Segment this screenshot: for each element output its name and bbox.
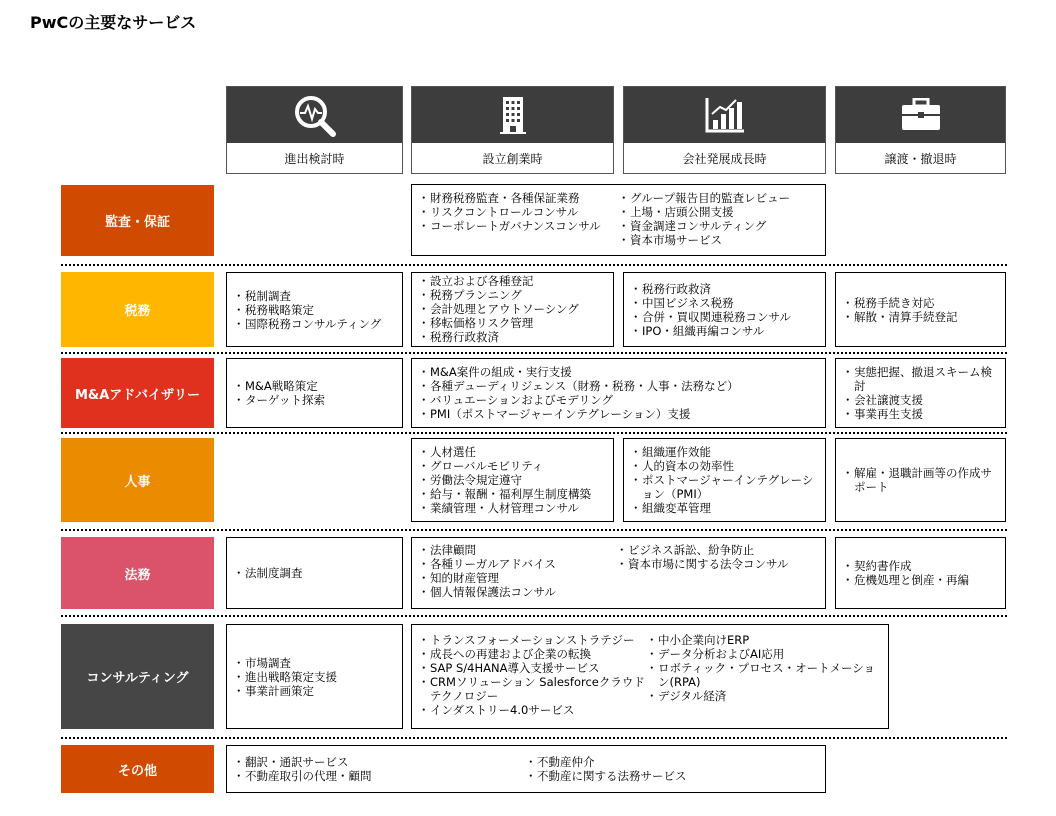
audit-services-box [411, 184, 826, 256]
list-item: ・ ポストマージャーインテグレーション（PMI） [630, 473, 819, 501]
list-item: ・ 税務行政救済 [630, 282, 791, 296]
list-item: ・ コーポレートガバナンスコンサル [418, 219, 618, 233]
category-consulting: コンサルティング [61, 624, 214, 729]
list-item: ・ 解雇・退職計画等の作成サポート [842, 466, 999, 494]
list-item: ・ 給与・報酬・福利厚生制度構築 [418, 487, 591, 501]
list-item: ・ 法律顧問 [418, 543, 616, 557]
ma-exit-box [835, 358, 1006, 428]
list-item: ・ 税務手続き対応 [842, 296, 958, 310]
phase-label: 設立創業時 [482, 151, 543, 166]
audit-list-right [618, 191, 818, 255]
phase-label: 譲渡・撤退時 [884, 151, 957, 166]
category-other: その他 [61, 745, 214, 793]
list-item: ・ 税務プランニング [418, 288, 607, 302]
list-item: ・ 各種リーガルアドバイス [418, 557, 616, 571]
list-item: ・ 会社譲渡支援 [842, 393, 999, 407]
list-item: ・ データ分析およびAI応用 [646, 647, 878, 661]
growth-chart-icon [704, 96, 746, 134]
list-item: ・ M&A戦略策定 [233, 379, 325, 393]
list-item: ・ デジタル経済 [646, 689, 878, 703]
list-item: ・ 成長への再建および企業の転換 [418, 647, 646, 661]
list-item: ・ 各種デューディリジェンス（財務・税務・人事・法務など） [418, 379, 739, 393]
list-item: ・ 組織変革管理 [630, 501, 819, 515]
category-hr: 人事 [61, 438, 214, 522]
ma-entry-box [226, 358, 403, 428]
consulting-main-box [411, 624, 889, 729]
list-item: ・ 進出戦略策定支援 [233, 670, 337, 684]
list-item: ・ バリュエーションおよびモデリング [418, 393, 739, 407]
phase-exit [835, 86, 1006, 174]
list-item: ・ 契約書作成 [842, 559, 969, 573]
consulting-entry-box [226, 624, 403, 729]
row-separator [61, 615, 1007, 617]
list-item: ・ 税制調査 [233, 289, 381, 303]
list-item: ・ インダストリー4.0サービス [418, 703, 646, 717]
category-tax: 税務 [61, 272, 214, 347]
list-item: ・ 不動産取引の代理・顧問 [233, 769, 525, 783]
list-item: ・ 上場・店頭公開支援 [618, 205, 818, 219]
other-services-box [226, 745, 826, 793]
tax-growth-box [623, 272, 826, 347]
list-item: ・ M&A案件の組成・実行支援 [418, 365, 739, 379]
phase-entry [226, 86, 403, 174]
phase-growth [623, 86, 826, 174]
list-item: ・ CRMソリューション Salesforceクラウドテクノロジー [418, 675, 646, 703]
list-item: ・ 翻訳・通訳サービス [233, 755, 525, 769]
legal-main-box [411, 537, 826, 609]
list-item: ・ 解散・清算手続登記 [842, 310, 958, 324]
row-separator [61, 432, 1007, 434]
list-item: ・ 市場調査 [233, 656, 337, 670]
list-item: ・ 危機処理と倒産・再編 [842, 573, 969, 587]
hr-setup-box [411, 438, 614, 522]
tax-exit-box [835, 272, 1006, 347]
phase-label: 進出検討時 [284, 151, 345, 166]
list-item: ・ グループ報告目的監査レビュー [618, 191, 818, 205]
list-item: ・ IPO・組織再編コンサル [630, 324, 791, 338]
list-item: ・ PMI（ポストマージャーインテグレーション）支援 [418, 407, 739, 421]
category-ma: M&Aアドバイザリー [61, 358, 214, 428]
magnifier-chart-icon [291, 93, 339, 137]
list-item: ・ グローバルモビリティ [418, 459, 591, 473]
list-item: ・ 不動産に関する法務サービス [525, 769, 815, 783]
list-item: ・ 国際税務コンサルティング [233, 317, 381, 331]
phase-setup [411, 86, 614, 174]
page-title: PwCの主要なサービス [30, 13, 197, 32]
list-item: ・ 人的資本の効率性 [630, 459, 819, 473]
tax-setup-box [411, 272, 614, 347]
audit-list-left [418, 191, 618, 255]
list-item: ・ 資金調達コンサルティング [618, 219, 818, 233]
list-item: ・ 税務行政救済 [418, 330, 607, 344]
list-item: ・ 人材選任 [418, 445, 591, 459]
list-item: ・ 不動産仲介 [525, 755, 815, 769]
list-item: ・ 資本市場に関する法令コンサル [616, 557, 816, 571]
list-item: ・ リスクコントロールコンサル [418, 205, 618, 219]
category-legal: 法務 [61, 537, 214, 609]
list-item: ・ 実態把握、撤退スキーム検討 [842, 365, 999, 393]
list-item: ・ トランスフォーメーションストラテジー [418, 633, 646, 647]
building-icon [498, 95, 528, 135]
ma-main-box [411, 358, 826, 428]
list-item: ・ 会計処理とアウトソーシング [418, 302, 607, 316]
list-item: ・ 労働法令規定遵守 [418, 473, 591, 487]
list-item: ・ 事業計画策定 [233, 684, 337, 698]
list-item: ・ ビジネス訴訟、紛争防止 [616, 543, 816, 557]
list-item: ・ 中国ビジネス税務 [630, 296, 791, 310]
list-item: ・ 業績管理・人材管理コンサル [418, 501, 591, 515]
hr-exit-box [835, 438, 1006, 522]
legal-exit-box [835, 537, 1006, 609]
list-item: ・ 移転価格リスク管理 [418, 316, 607, 330]
list-item: ・ 中小企業向けERP [646, 633, 878, 647]
list-item: ・ 財務税務監査・各種保証業務 [418, 191, 618, 205]
legal-entry-box [226, 537, 403, 609]
list-item: ・ 知的財産管理 [418, 571, 616, 585]
phase-label: 会社発展成長時 [682, 151, 767, 166]
row-separator [61, 737, 1007, 739]
list-item: ・ 税務戦略策定 [233, 303, 381, 317]
list-item: ・ 事業再生支援 [842, 407, 999, 421]
briefcase-icon [900, 98, 942, 132]
list-item: ・ 資本市場サービス [618, 233, 818, 247]
tax-entry-box [226, 272, 403, 347]
list-item: ・ 個人情報保護法コンサル [418, 585, 616, 599]
list-item: ・ 組織運作效能 [630, 445, 819, 459]
category-audit: 監査・保証 [61, 185, 214, 256]
list-item: ・ ターゲット探索 [233, 393, 325, 407]
list-item: ・ 合併・買収関連税務コンサル [630, 310, 791, 324]
list-item: ・ ロボティック・プロセス・オートメーション(RPA) [646, 661, 878, 689]
list-item: ・ 設立および各種登記 [418, 274, 607, 288]
row-separator [61, 264, 1007, 266]
list-item: ・ SAP S/4HANA導入支援サービス [418, 661, 646, 675]
row-separator [61, 529, 1007, 531]
row-separator [61, 352, 1007, 354]
list-item: ・ 法制度調査 [233, 566, 303, 580]
hr-growth-box [623, 438, 826, 522]
